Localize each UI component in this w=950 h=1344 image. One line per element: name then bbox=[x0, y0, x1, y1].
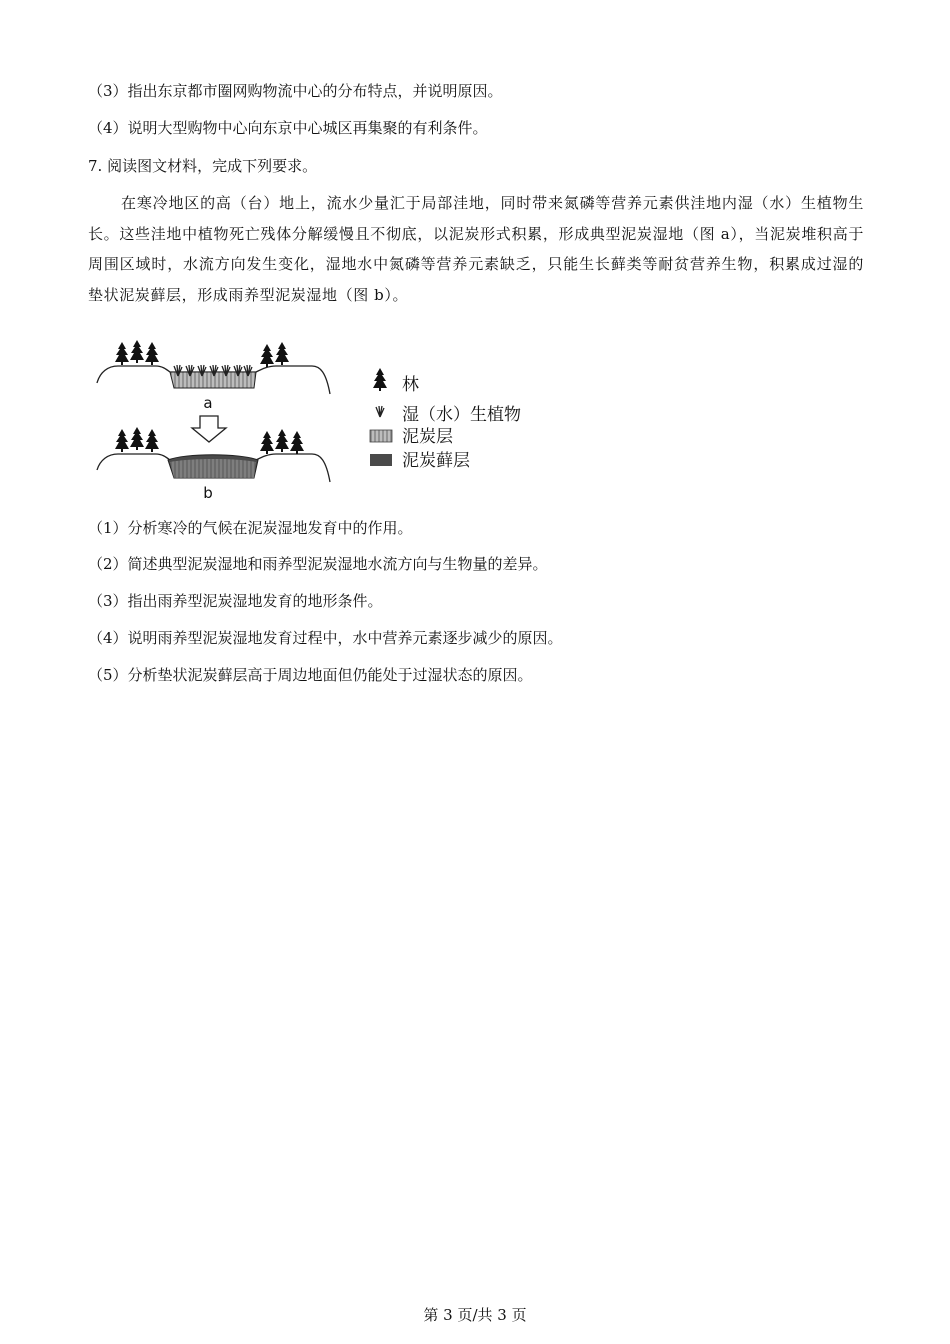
question-7-1: （1）分析寒冷的气候在泥炭湿地发育中的作用。 bbox=[88, 519, 413, 537]
legend-moss: 泥炭藓层 bbox=[402, 451, 470, 471]
diagram-a bbox=[97, 340, 330, 412]
forest-icon bbox=[373, 368, 387, 391]
legend-forest: 林 bbox=[402, 375, 419, 395]
peat-wetland-figure bbox=[90, 336, 550, 506]
material-paragraph: 在寒冷地区的高（台）地上，流水少量汇于局部洼地，同时带来氮磷等营养元素供洼地内湿（水）生植物生长。这些洼地中植物死亡残体分解缓慢且不彻底，以泥炭形式积累，形成典型泥炭湿地（图 a），当泥炭堆积高于周围区域时，水流方向发生变化，湿地水中氮磷等营养元素缺乏，只能生长藓类等耐贫营养生物，积累成过湿的垫状泥炭藓层，形成雨养型泥炭湿地（图 b）。 bbox=[88, 194, 864, 304]
question-7-4: （4）说明雨养型泥炭湿地发育过程中，水中营养元素逐步减少的原因。 bbox=[88, 629, 563, 647]
prev-question-4: （4）说明大型购物中心向东京中心城区再集聚的有利条件。 bbox=[88, 119, 488, 137]
peat-swatch bbox=[370, 430, 392, 442]
question-7-2: （2）简述典型泥炭湿地和雨养型泥炭湿地水流方向与生物量的差异。 bbox=[88, 555, 548, 573]
legend-peat: 泥炭层 bbox=[402, 427, 453, 447]
label-b: b bbox=[203, 484, 213, 502]
question-7-5: （5）分析垫状泥炭藓层高于周边地面但仍能处于过湿状态的原因。 bbox=[88, 666, 533, 684]
question-7-3: （3）指出雨养型泥炭湿地发育的地形条件。 bbox=[88, 592, 383, 610]
legend bbox=[370, 368, 521, 471]
prev-question-3: （3）指出东京都市圈网购物流中心的分布特点，并说明原因。 bbox=[88, 82, 503, 100]
page-footer: 第 3 页/共 3 页 bbox=[423, 1306, 527, 1324]
wet-plant-icon bbox=[376, 406, 384, 417]
label-a: a bbox=[203, 394, 213, 412]
legend-wet-plant: 湿（水）生植物 bbox=[402, 405, 521, 425]
question-7-title: 7. 阅读图文材料，完成下列要求。 bbox=[88, 157, 318, 175]
moss-swatch bbox=[370, 454, 392, 466]
down-arrow-icon bbox=[192, 416, 226, 442]
